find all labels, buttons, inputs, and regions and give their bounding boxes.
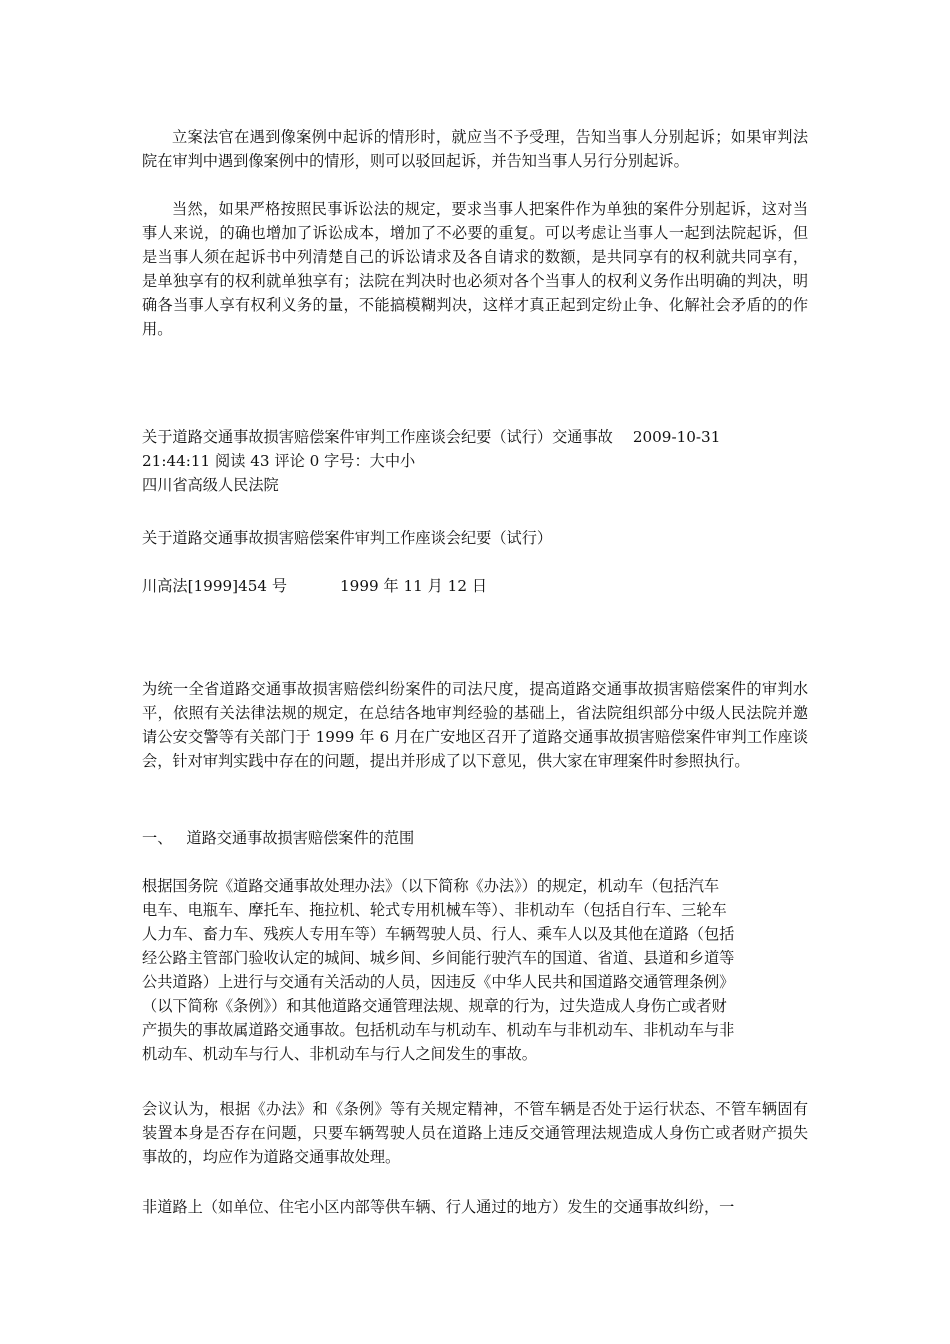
article-title-line <box>142 425 808 449</box>
text-line: 电车、电瓶车、摩托车、拖拉机、轮式专用机械车等）、非机动车（包括自行车、三轮车 <box>142 901 727 919</box>
document-number-line <box>142 574 808 598</box>
section-heading <box>142 826 808 850</box>
article-meta-line <box>142 449 808 473</box>
text-line: 机动车、机动车与行人、非机动车与行人之间发生的事故。 <box>142 1045 537 1063</box>
article-date: 2009-10-31 <box>632 428 721 446</box>
document-number: 川高法[1999]454 号 <box>142 577 288 595</box>
article-category[interactable]: 交通事故 <box>552 428 613 446</box>
article-meta: 阅读 43 评论 0 字号：大中小 <box>215 452 416 470</box>
text-line: 人力车、畜力车、残疾人专用车等）车辆驾驶人员、行人、乘车人以及其他在道路（包括 <box>142 925 735 943</box>
text-line: （以下简称《条例》）和其他道路交通管理法规、规章的行为，过失造成人身伤亡或者财 <box>142 997 727 1015</box>
document-intro: 为统一全省道路交通事故损害赔偿纠纷案件的司法尺度，提高道路交通事故损害赔偿案件的审判水平，依照有关法律法规的规定，在总结各地审判经验的基础上，省法院组织部分中级人民法院并邀请公安交警等有关部门于 1999 年 6 月在广安地区召开了道路交通事故损害赔偿案件审判工作座谈会，针对审判实践中存在的问题，提出并形成了以下意见，供大家在审理案件时参照执行。 <box>142 680 808 770</box>
text-line: 公共道路）上进行与交通有关活动的人员，因违反《中华人民共和国道路交通管理条例》 <box>142 973 735 991</box>
document-date: 1999 年 11 月 12 日 <box>340 577 488 595</box>
document-title: 关于道路交通事故损害赔偿案件审判工作座谈会纪要（试行） <box>142 529 553 547</box>
article-issuer: 四川省高级人民法院 <box>142 476 279 494</box>
text-line: 经公路主管部门验收认定的城间、城乡间、乡间能行驶汽车的国道、省道、县道和乡道等 <box>142 949 735 967</box>
article-header <box>142 425 808 497</box>
article-title: 关于道路交通事故损害赔偿案件审判工作座谈会纪要（试行） <box>142 428 553 446</box>
paragraph-case-acceptance: 立案法官在遇到像案例中起诉的情形时，就应当不予受理，告知当事人分别起诉；如果审判法院在审判中遇到像案例中的情形，则可以驳回起诉，并告知当事人另行分别起诉。 <box>142 128 808 170</box>
text-line: 根据国务院《道路交通事故处理办法》（以下简称《办法》）的规定，机动车（包括汽车 <box>142 877 720 895</box>
article-time: 21:44:11 <box>142 452 211 470</box>
text-line: 产损失的事故属道路交通事故。包括机动车与机动车、机动车与非机动车、非机动车与非 <box>142 1021 735 1039</box>
section-title: 道路交通事故损害赔偿案件的范围 <box>186 829 415 847</box>
section-number: 一、 <box>142 829 173 847</box>
section-paragraph-meeting-view: 会议认为，根据《办法》和《条例》等有关规定精神，不管车辆是否处于运行状态、不管车辆固有装置本身是否存在问题，只要车辆驾驶人员在道路上违反交通管理法规造成人身伤亡或者财产损失事故的，均应作为道路交通事故处理。 <box>142 1100 808 1166</box>
section-paragraph-definition <box>142 874 808 1066</box>
paragraph-litigation-cost: 当然，如果严格按照民事诉讼法的规定，要求当事人把案件作为单独的案件分别起诉，这对当事人来说，的确也增加了诉讼成本，增加了不必要的重复。可以考虑让当事人一起到法院起诉，但是当事人须在起诉书中列清楚自己的诉讼请求及各自请求的数额，是共同享有的权利就共同享有，是单独享有的权利就单独享有；法院在判决时也必须对各个当事人的权利义务作出明确的判决，明确各当事人享有权利义务的量，不能搞模糊判决，这样才真正起到定纷止争、化解社会矛盾的的作用。 <box>142 200 808 338</box>
section-paragraph-non-road: 非道路上（如单位、住宅小区内部等供车辆、行人通过的地方）发生的交通事故纠纷，一 <box>142 1198 735 1216</box>
